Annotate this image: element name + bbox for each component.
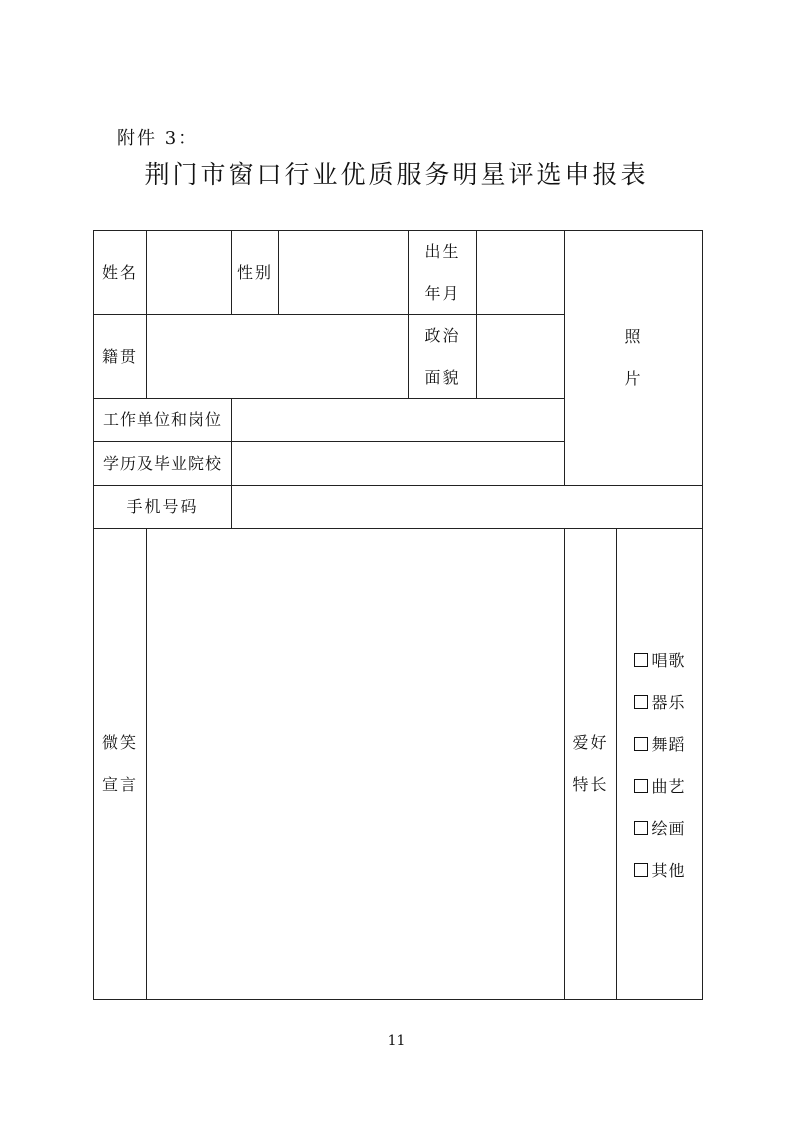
education-field[interactable] [232, 442, 564, 485]
work-unit-label: 工作单位和岗位 [102, 410, 222, 429]
birth-label-line1: 出生 [424, 241, 461, 261]
phone-label: 手机号码 [126, 497, 199, 516]
origin-label: 籍贯 [101, 346, 138, 366]
gender-field[interactable] [279, 231, 408, 314]
hobby-option-dance[interactable] [617, 724, 703, 766]
checkbox-icon[interactable] [634, 821, 648, 835]
hobby-option-folk-art[interactable] [617, 766, 703, 808]
work-unit-field[interactable] [232, 399, 564, 441]
name-field[interactable] [147, 231, 231, 314]
hobby-option-label: 唱歌 [651, 651, 686, 670]
photo-label-line2: 片 [624, 369, 643, 388]
hobby-option-singing[interactable] [617, 640, 703, 682]
hobby-option-label: 绘画 [651, 819, 686, 838]
checkbox-icon[interactable] [634, 653, 648, 667]
motto-label-line1: 微笑 [101, 733, 138, 752]
hobby-option-instrumental[interactable] [617, 682, 703, 724]
hobby-label-line1: 爱好 [572, 733, 609, 752]
hobby-label [565, 529, 616, 999]
political-label-line2: 面貌 [424, 367, 461, 387]
checkbox-icon[interactable] [634, 695, 648, 709]
checkbox-icon[interactable] [634, 779, 648, 793]
hobby-option-label: 舞蹈 [651, 735, 686, 754]
gender-label: 性别 [236, 262, 273, 282]
attachment-label: 附件 3： [117, 128, 199, 149]
birth-date-field[interactable] [477, 231, 564, 314]
checkbox-icon[interactable] [634, 863, 648, 877]
page-number: 11 [387, 1033, 406, 1049]
form-title: 荆门市窗口行业优质服务明星评选申报表 [144, 160, 649, 189]
checkbox-icon[interactable] [634, 737, 648, 751]
table-border-bottom [93, 999, 703, 1000]
birth-label-line2: 年月 [424, 283, 461, 303]
photo-label-line1: 照 [624, 327, 643, 346]
hobby-option-label: 器乐 [651, 693, 686, 712]
hobby-option-label: 其他 [651, 861, 686, 880]
origin-field[interactable] [147, 315, 408, 398]
political-status-field[interactable] [477, 315, 564, 398]
phone-field[interactable] [232, 486, 702, 528]
birth-date-label [409, 231, 476, 314]
hobby-option-other[interactable] [617, 850, 703, 892]
political-label-line1: 政治 [424, 325, 461, 345]
motto-label-line2: 宣言 [101, 775, 138, 794]
hobby-options [617, 640, 703, 892]
name-label: 姓名 [101, 262, 138, 282]
photo-area[interactable] [565, 231, 702, 485]
political-status-label [409, 315, 476, 398]
hobby-label-line2: 特长 [572, 775, 609, 794]
motto-label [94, 529, 146, 999]
education-label: 学历及毕业院校 [102, 453, 222, 473]
hobby-option-label: 曲艺 [651, 777, 686, 796]
motto-field[interactable] [147, 529, 564, 999]
hobby-option-painting[interactable] [617, 808, 703, 850]
